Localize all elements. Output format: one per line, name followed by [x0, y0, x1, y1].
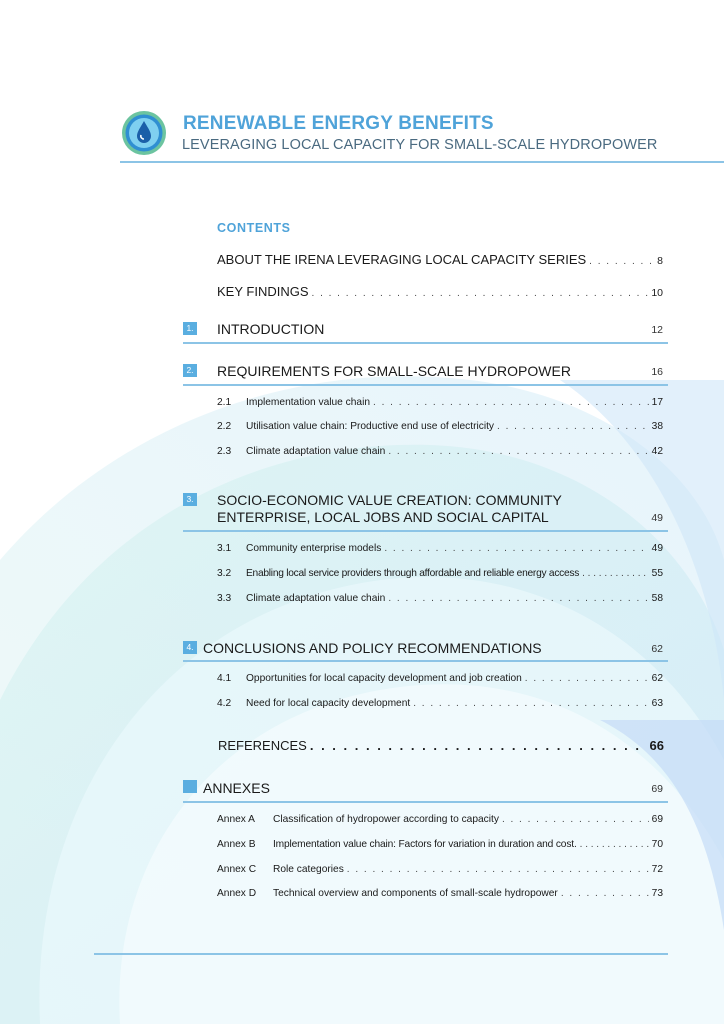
- dot-leader: [373, 397, 649, 408]
- section-page: 16: [651, 366, 663, 378]
- subentry-number: 2.2: [217, 421, 232, 432]
- dot-leader: [589, 256, 654, 267]
- section-rule: [183, 384, 668, 386]
- subentry-page: 62: [651, 673, 663, 684]
- subentry-label: Utilisation value chain: Productive end use of electricity: [246, 421, 495, 432]
- section-title-socio-economic-line2[interactable]: ENTERPRISE, LOCAL JOBS AND SOCIAL CAPITAL: [217, 509, 549, 525]
- toc-subentry-3-1[interactable]: [217, 543, 663, 554]
- toc-annex-a[interactable]: [217, 814, 663, 825]
- toc-subentry-2-1[interactable]: [217, 397, 663, 408]
- section-title-requirements[interactable]: REQUIREMENTS FOR SMALL-SCALE HYDROPOWER: [217, 363, 571, 379]
- subentry-page: 38: [651, 421, 663, 432]
- subentry-number: 2.3: [217, 446, 232, 457]
- toc-entry-page: 10: [651, 287, 663, 299]
- section-number-badge: 4.: [183, 641, 197, 654]
- section-page: 49: [651, 512, 663, 524]
- annex-page: 69: [651, 814, 663, 825]
- subentry-number: 3.3: [217, 593, 232, 604]
- section-title-introduction[interactable]: INTRODUCTION: [217, 321, 325, 337]
- toc-subentry-4-1[interactable]: [217, 673, 663, 684]
- dot-leader: [580, 839, 649, 850]
- annex-number: Annex B: [217, 839, 256, 850]
- toc-entry-about-series[interactable]: [217, 252, 663, 267]
- section-number-badge: 1.: [183, 322, 197, 335]
- subentry-page: 42: [651, 446, 663, 457]
- dot-leader: [502, 814, 649, 825]
- annex-badge: [183, 780, 197, 793]
- section-title-socio-economic-line1[interactable]: SOCIO-ECONOMIC VALUE CREATION: COMMUNITY: [217, 492, 562, 508]
- subentry-page: 58: [651, 593, 663, 604]
- section-rule: [183, 801, 668, 803]
- toc-subentry-2-2[interactable]: [217, 421, 663, 432]
- section-title-annexes[interactable]: ANNEXES: [203, 780, 270, 796]
- section-rule: [183, 660, 668, 662]
- dot-leader: [497, 421, 649, 432]
- section-page: 69: [651, 783, 663, 795]
- water-drop-logo-icon: [121, 110, 167, 156]
- section-page: 12: [651, 324, 663, 336]
- subentry-number: 4.2: [217, 698, 232, 709]
- subentry-label: Implementation value chain: [246, 397, 371, 408]
- subentry-page: 63: [651, 698, 663, 709]
- dot-leader: [388, 446, 648, 457]
- annex-number: Annex D: [217, 888, 257, 899]
- section-rule: [183, 342, 668, 344]
- dot-leader: [347, 864, 649, 875]
- toc-entry-key-findings[interactable]: [217, 284, 663, 299]
- toc-entry-references[interactable]: [218, 738, 664, 753]
- dot-leader: [312, 288, 649, 299]
- toc-subentry-4-2[interactable]: [217, 698, 663, 709]
- annex-number: Annex A: [217, 814, 255, 825]
- subentry-label: Climate adaptation value chain: [246, 446, 386, 457]
- subentry-page: 17: [651, 397, 663, 408]
- dot-leader: [525, 673, 649, 684]
- toc-subentry-3-2[interactable]: [217, 568, 663, 579]
- subentry-page: 49: [651, 543, 663, 554]
- toc-subentry-3-3[interactable]: [217, 593, 663, 604]
- dot-leader: [582, 568, 649, 579]
- toc-subentry-2-3[interactable]: [217, 446, 663, 457]
- toc-entry-page: 8: [657, 255, 663, 267]
- subentry-number: 4.1: [217, 673, 232, 684]
- annex-label: Technical overview and components of small-scale hydropower: [273, 888, 558, 899]
- subentry-number: 2.1: [217, 397, 232, 408]
- section-number-badge: 3.: [183, 493, 197, 506]
- section-page: 62: [651, 643, 663, 655]
- report-title: RENEWABLE ENERGY BENEFITS: [183, 113, 494, 134]
- subentry-number: 3.2: [217, 568, 232, 579]
- section-title-conclusions[interactable]: CONCLUSIONS AND POLICY RECOMMENDATIONS: [203, 640, 542, 656]
- annex-number: Annex C: [217, 864, 257, 875]
- toc-annex-c[interactable]: [217, 864, 663, 875]
- toc-annex-d[interactable]: [217, 888, 663, 899]
- dot-leader: [310, 738, 647, 753]
- subentry-page: 55: [651, 568, 663, 579]
- toc-entry-label: KEY FINDINGS: [217, 284, 309, 299]
- footer-rule: [94, 953, 668, 955]
- dot-leader: [388, 593, 648, 604]
- subentry-label: Community enterprise models: [246, 543, 382, 554]
- annex-page: 73: [651, 888, 663, 899]
- subentry-label: Opportunities for local capacity development and job creation: [246, 673, 522, 684]
- subentry-label: Climate adaptation value chain: [246, 593, 386, 604]
- dot-leader: [413, 698, 648, 709]
- annex-label: Classification of hydropower according to capacity: [273, 814, 499, 825]
- section-rule: [183, 530, 668, 532]
- toc-entry-label: REFERENCES: [218, 738, 307, 753]
- dot-leader: [561, 888, 649, 899]
- section-number-badge: 2.: [183, 364, 197, 377]
- annex-page: 72: [651, 864, 663, 875]
- annex-page: 70: [651, 839, 663, 850]
- report-subtitle: LEVERAGING LOCAL CAPACITY FOR SMALL-SCALE HYDROPOWER: [182, 137, 658, 153]
- subentry-label: Enabling local service providers through affordable and reliable energy access: [246, 568, 580, 579]
- header-rule: [120, 161, 724, 163]
- toc-entry-label: ABOUT THE IRENA LEVERAGING LOCAL CAPACITY SERIES: [217, 252, 587, 267]
- contents-heading: CONTENTS: [217, 221, 291, 235]
- toc-entry-page: 66: [649, 738, 664, 753]
- annex-label: Implementation value chain: Factors for variation in duration and cost.: [273, 839, 577, 850]
- subentry-number: 3.1: [217, 543, 232, 554]
- dot-leader: [384, 543, 648, 554]
- annex-label: Role categories: [273, 864, 344, 875]
- subentry-label: Need for local capacity development: [246, 698, 411, 709]
- toc-annex-b[interactable]: [217, 839, 663, 850]
